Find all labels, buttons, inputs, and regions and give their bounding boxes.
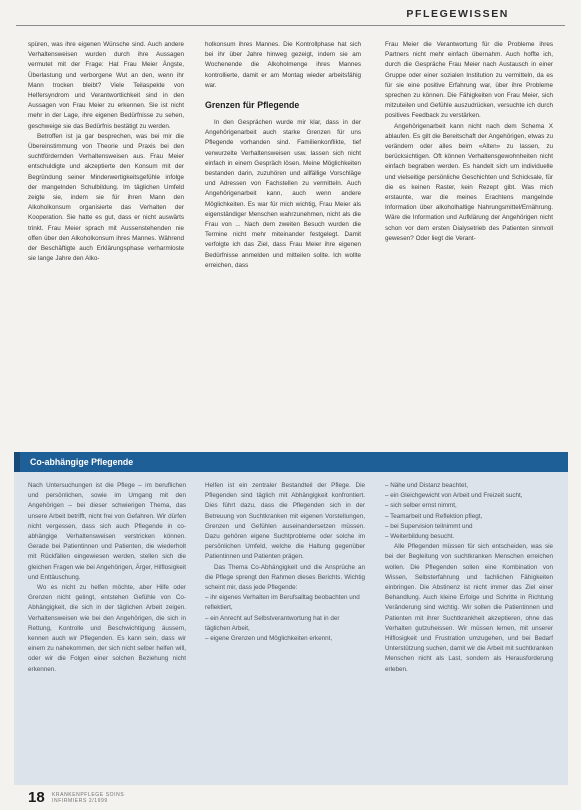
box-column-2 (205, 481, 365, 781)
page-number: 18 (28, 789, 45, 806)
list-item: – ein Gleichgewicht von Arbeit und Freizeit sucht, (385, 492, 523, 500)
bullet-list (385, 481, 553, 542)
paragraph: holkonsum ihres Mannes. Die Kontrollphase hat sich bei ihr über Jahre hinweg gezeigt, indem sie am Wochenende die Alkoholmenge ihres Mannes kontrollierte, damit er am Montag wieder arbeitsfähig war. (205, 41, 361, 89)
paragraph: spüren, was ihre eigenen Wünsche sind. Auch andere Verhaltensweisen wurden durch ihre Aussagen vermutet mit der Frage: Hat Frau Meier Ängste, Überlastung und verborgene Wut an den, wenn ihr Mann trocken bleibt? Viele Teilaspekte von Helfersyndrom und Verantwortlichkeit sind in den Aussagen von Frau Meier zu erkennen. Sie ist nicht mehr in der Lage, ihre eigenen Bedürfnisse zu sehen, geschweige sie das Bedürfnis bestätigt zu werden. (28, 41, 184, 130)
publication-line: KRANKENPFLEGE SOINS (52, 792, 125, 798)
header-rule (16, 25, 565, 26)
paragraph: Alle Pflegenden müssen für sich entscheiden, was sie bei der Begleitung von suchtkranken Menschen erreichen wollen. Die Pflegenden sollen eine Kombination von Wissen, Selbsterfahrung und fachlichen Fähigkeiten einbringen. Die Abstinenz ist nicht immer das Ziel einer Behandlung. Auch kleine Erfolge und Schritte in Richtung Veränderung sind wichtig. Wir sollen die Patientinnen und Patienten mit ihrer Suchtkrankheit akzeptieren, ohne das Verhalten gutzuheissen. Wir müssen lernen, mit unserer Hilflosigkeit und Frustration umzugehen, und bei Bedarf Unterstützung suchen, damit wir die Arbeit mit suchtkranken Menschen nicht als Last, sondern als Herausforderung erleben. (385, 543, 553, 673)
list-item: – bei Supervision teilnimmt und (385, 522, 473, 530)
article-column-3 (385, 40, 553, 430)
paragraph: In den Gesprächen wurde mir klar, dass in der Angehörigenarbeit auch starke Grenzen für uns Pflegende vorhanden sind. Familienkonflikte, tief verwurzelte Verhaltensweisen usw. lassen sich nicht einfach in einem Gespräch lösen. Meine Möglichkeiten bestanden darin, zuzuhören und allfällige Vorschläge und Adressen von Fachstellen zu vermitteln. Auch Angehörigenarbeit kann, auch wenn andere Möglichkeiten. Es war für mich wichtig, Frau Meier als eigenständiger Menschen wahrzunehmen, nicht als die Frau von ... Nach dem zweiten Besuch wurden die Termine nicht mehr miteinander festgelegt. Damit verfolgte ich das Ziel, dass Frau Meier ihre eigenen Bedürfnisse anmelden und mitteilen sollte. Ich wollte erreichen, dass (205, 119, 361, 269)
section-title: PFLEGEWISSEN (406, 8, 509, 20)
page-footer (28, 789, 328, 809)
subheading-grenzen: Grenzen für Pflegende (205, 100, 300, 111)
paragraph: Frau Meier die Verantwortung für die Probleme ihres Partners nicht mehr einfach übernahm. Auch hoffte ich, durch die Gespräche Frau Meier nach Austausch in einer Gruppe oder einer sozialen Institution zu vermitteln, da es für sie eine positive Erfahrung war, über ihre Probleme sprechen zu können. Die Fähigkeiten von Frau Meier, sich mitzuteilen und Gefühle auszudrücken, versuchte ich durch positives Feedback zu verstärken. (385, 41, 553, 120)
list-item: – ein Anrecht auf Selbstverantwortung hat in der täglichen Arbeit, (205, 614, 340, 632)
paragraph: Nach Untersuchungen ist die Pflege – im beruflichen und persönlichen, sowie im Umgang mit den Angehörigen – bei dieser schwierigen Thema, das unsere Arbeit betrifft, nicht frei von Gefahren. Wir dürfen nicht vergessen, dass sich auch Pflegende in co-abhängige Verhaltensweisen verstricken können. Gerade bei Patientinnen und Patienten, die wiederholt mit Rückfällen eingewiesen werden, stellen sich die gleichen Fragen wie bei Angehörigen, Ärger, Hilflosigkeit und Enttäuschung. (28, 482, 186, 581)
list-item: – Nähe und Distanz beachtet, (385, 482, 468, 489)
paragraph: Angehörigenarbeit kann nicht nach dem Schema X ablaufen. Es gilt die Bereitschaft der Angehörigen, etwas zu verändern oder alles beim «Alten» zu lassen, zu berücksichtigen. Oft können Verhaltensgewohnheiten nicht einfach begraben werden. Es handelt sich um individuelle und vielseitige persönliche Geschichten und Schicksale, für die es keinen Raster, kein Rezept gibt. Was mich erstaunte, war die meines Erachtens mangelnde Information über alkoholhaltige Nahrungsmittel/Ernährung. Wäre die Information und Aufklärung der Angehörigen nicht schon vor dem ersten Dialysetrieb des Patienten sinnvoll gewesen? Oder liegt die Verant- (385, 122, 553, 242)
paragraph: Betroffen ist ja gar besprechen, was bei mir die Übereinstimmung von Theorie und Praxis bei den suchtfördernden Verhaltensweisen aus. Frau Meier entschuldigte und akzeptierte den Konsum mit der Begründung seiner Minderwertigkeitsgefühle infolge der mangelnden Schulbildung. Im täglichen Umfeld zeigte sie, indem sie für ihren Mann den Alkoholkonsum organisierte das Verhalten der Kooperation. Sie hatte es gut, dass er nicht auswärts trinkt. Frau Meier sprach mit Aussenstehenden nie offen über den Alkoholkonsum ihres Mannes. Während der Beschäftigte auch Erklärungsphase verharmloste sie lange Jahre den Alko- (28, 132, 184, 263)
list-item: – sich selber ernst nimmt, (385, 502, 457, 510)
paragraph: Wo es nicht zu helfen möchte, aber Hilfe oder Grenzen nicht gelingt, entstehen Gefühle von Co-Abhängigkeit, die sich in der täglichen Arbeit zeigen. Verhaltensweisen wie bei den Angehörigen, die sich in Rettung, Kontrolle und Beschwichtigung äussern, kennen auch wir Pflegenden. Es kann sein, dass wir einem zu nahekommen, der sich nicht selber helfen will, oder wir die Folgen einer solchen Beziehung nicht erkennen. (28, 584, 186, 673)
publication-line: INFIRMIERS 2/1999 (52, 798, 108, 804)
article-column-1 (28, 40, 184, 430)
page-header (0, 8, 581, 38)
box-column-3 (385, 481, 553, 781)
article-column-2 (205, 40, 361, 430)
box-column-1 (28, 481, 186, 781)
list-item: – Weiterbildung besucht. (385, 533, 455, 541)
paragraph: Das Thema Co-Abhängigkeit und die Ansprüche an die Pflege sprengt den Rahmen dieses Berichts. Wichtig scheint mir, dass jede Pflegende: (205, 563, 365, 592)
list-item: – eigene Grenzen und Möglichkeiten erkennt, (205, 635, 333, 643)
bullet-list (205, 593, 365, 644)
publication-info (52, 792, 124, 804)
list-item: – Teamarbeit und Reflektion pflegt, (385, 512, 483, 520)
paragraph: Helfen ist ein zentraler Bestandteil der Pflege. Die Pflegenden sind täglich mit Abhängigkeit konfrontiert. Dies führt dazu, dass die Pflegenden sich in der Betreuung von Suchtkranken mit eigenen Vorstellungen, Grenzen und Gefühlen auseinandersetzen müssen. Dazu gehören eigene Suchtprobleme oder solche im persönlichen Umfeld, welche die Haltung gegenüber Patientinnen und Patienten prägen. (205, 482, 365, 561)
box-title: Co-abhängige Pflegende (20, 452, 568, 472)
list-item: – ihr eigenes Verhalten im Berufsalltag beobachten und reflektiert, (205, 594, 360, 612)
